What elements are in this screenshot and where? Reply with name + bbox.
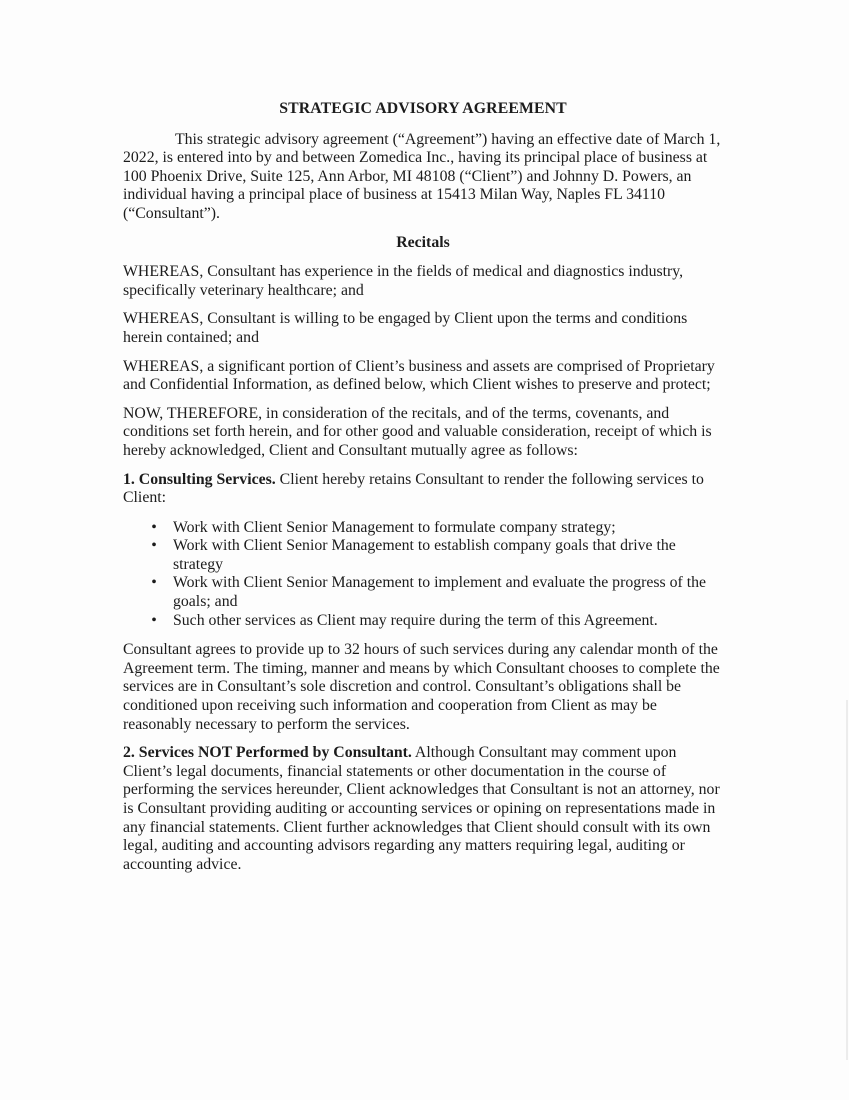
bullet-icon: • (151, 537, 157, 555)
section-2-body: Although Consultant may comment upon Client’s legal documents, financial statements or other documentation in the course of performing the services hereunder, Client acknowledges that Consultant is not an attorney, nor is Consultant providing auditing or accounting services or opining on representations made in any financial statements. Client further acknowledges that Client should consult with its own legal, auditing and accounting advisors regarding any matters requiring legal, auditing or accounting advice. (123, 744, 720, 873)
list-item (151, 537, 723, 574)
list-item (151, 574, 723, 611)
intro-paragraph: This strategic advisory agreement (“Agreement”) having an effective date of March 1, 2022, is entered into by and between Zomedica Inc., having its principal place of business at 100 Phoenix Drive, Suite 125, Ann Arbor, MI 48108 (“Client”) and Johnny D. Powers, an individual having a principal place of business at 15413 Milan Way, Naples FL 34110 (“Consultant”). (123, 130, 721, 222)
section-1-heading: 1. Consulting Services. (123, 470, 276, 488)
services-list (123, 519, 723, 631)
recital-paragraph: WHEREAS, Consultant has experience in the fields of medical and diagnostics industry, specifically veterinary healthcare; and (123, 263, 684, 299)
list-item-text: Work with Client Senior Management to implement and evaluate the progress of the goals; and (173, 574, 707, 611)
recital-paragraph: NOW, THEREFORE, in consideration of the recitals, and of the terms, covenants, and conditions set forth herein, and for other good and valuable consideration, receipt of which is hereby acknowledged, Client and Consultant mutually agree as follows: (123, 404, 712, 459)
bullet-icon: • (151, 574, 157, 592)
scan-edge-mark (846, 700, 848, 1060)
bullet-icon: • (151, 611, 157, 629)
list-item-text: Work with Client Senior Management to formulate company strategy; (173, 518, 616, 536)
recitals-heading: Recitals (396, 233, 450, 251)
list-item (151, 611, 723, 631)
recital-paragraph: WHEREAS, a significant portion of Client’s business and assets are comprised of Proprietary and Confidential Information, as defined below, which Client wishes to preserve and protect; (123, 357, 715, 394)
list-item-text: Work with Client Senior Management to establish company goals that drive the strategy (173, 537, 676, 573)
section-1-lead: Client hereby retains Consultant to render the following services to Client: (123, 470, 704, 507)
bullet-icon: • (151, 518, 157, 536)
document-title: STRATEGIC ADVISORY AGREEMENT (279, 100, 567, 117)
document-body (123, 100, 723, 884)
recital-paragraph: WHEREAS, Consultant is willing to be engaged by Client upon the terms and conditions herein contained; and (123, 310, 688, 346)
section-1-closing: Consultant agrees to provide up to 32 hours of such services during any calendar month of the Agreement term. The timing, manner and means by which Consultant chooses to complete the services are in Consultant’s sole discretion and control. Consultant’s obligations shall be conditioned upon receiving such information and cooperation from Client as may be reasonably necessary to perform the services. (123, 641, 720, 733)
section-1-paragraph (123, 471, 723, 508)
section-2-heading: 2. Services NOT Performed by Consultant. (123, 744, 412, 762)
section-2-paragraph (123, 744, 723, 874)
list-item-text: Such other services as Client may require during the term of this Agreement. (173, 611, 658, 629)
list-item (151, 518, 723, 538)
